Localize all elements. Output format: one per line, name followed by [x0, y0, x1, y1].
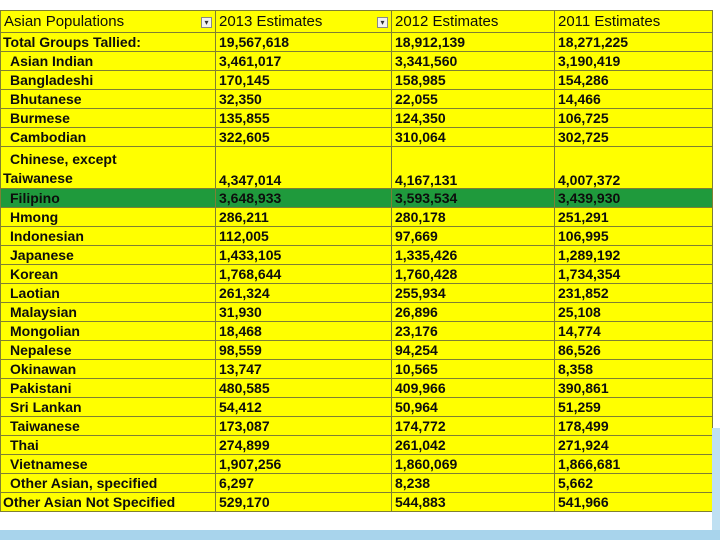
table-row	[1, 71, 713, 90]
cell-2011: 86,526	[555, 341, 713, 360]
cell-2012: 280,178	[392, 208, 555, 227]
cell-2013: 1,907,256	[216, 455, 392, 474]
row-label: Nepalese	[1, 341, 216, 360]
table-row	[1, 109, 713, 128]
row-label: Vietnamese	[1, 455, 216, 474]
table-row	[1, 303, 713, 322]
cell-2012: 158,985	[392, 71, 555, 90]
cell-2013: 3,461,017	[216, 52, 392, 71]
cell-2011: 1,289,192	[555, 246, 713, 265]
cell-2013: 322,605	[216, 128, 392, 147]
cell-2012: 544,883	[392, 493, 555, 512]
table-row	[1, 52, 713, 71]
row-label: Korean	[1, 265, 216, 284]
cell-2012: 261,042	[392, 436, 555, 455]
cell-2011: 3,190,419	[555, 52, 713, 71]
header-asian-populations	[1, 11, 216, 33]
table-row-chinese	[1, 147, 713, 189]
cell-2011: 51,259	[555, 398, 713, 417]
filter-dropdown-icon[interactable]: ▾	[201, 17, 212, 28]
table-row	[1, 284, 713, 303]
cell-2012: 4,167,131	[392, 147, 555, 189]
cell-2012: 3,341,560	[392, 52, 555, 71]
table-row	[1, 208, 713, 227]
row-label: Other Asian, specified	[1, 474, 216, 493]
cell-2011: 1,866,681	[555, 455, 713, 474]
cell-2011: 541,966	[555, 493, 713, 512]
cell-2013: 18,468	[216, 322, 392, 341]
cell-2011: 106,995	[555, 227, 713, 246]
cell-2012: 26,896	[392, 303, 555, 322]
cell-2011: 5,662	[555, 474, 713, 493]
row-label: Sri Lankan	[1, 398, 216, 417]
filter-dropdown-icon[interactable]: ▾	[377, 17, 388, 28]
table-row-highlighted	[1, 189, 713, 208]
cell-2011: 390,861	[555, 379, 713, 398]
row-label: Total Groups Tallied:	[1, 33, 216, 52]
table-row	[1, 436, 713, 455]
cell-2013: 286,211	[216, 208, 392, 227]
cell-2011: 14,774	[555, 322, 713, 341]
cell-2011: 1,734,354	[555, 265, 713, 284]
row-label: Indonesian	[1, 227, 216, 246]
cell-2013: 274,899	[216, 436, 392, 455]
table-row	[1, 455, 713, 474]
cell-2013: 529,170	[216, 493, 392, 512]
cell-2013: 6,297	[216, 474, 392, 493]
table-row	[1, 227, 713, 246]
cell-2012: 8,238	[392, 474, 555, 493]
cell-2013: 1,433,105	[216, 246, 392, 265]
cell-2011: 4,007,372	[555, 147, 713, 189]
row-label: Mongolian	[1, 322, 216, 341]
cell-2012: 1,860,069	[392, 455, 555, 474]
cell-2011: 178,499	[555, 417, 713, 436]
cell-2013: 19,567,618	[216, 33, 392, 52]
header-2012-estimates: 2012 Estimates	[392, 11, 555, 33]
cell-2011: 154,286	[555, 71, 713, 90]
row-label: Taiwanese	[1, 417, 216, 436]
cell-2013: 112,005	[216, 227, 392, 246]
table-row	[1, 90, 713, 109]
cell-2012: 97,669	[392, 227, 555, 246]
cell-2011: 231,852	[555, 284, 713, 303]
cell-2012: 1,335,426	[392, 246, 555, 265]
header-label: Asian Populations	[4, 13, 125, 30]
cell-2012: 124,350	[392, 109, 555, 128]
cell-2011: 18,271,225	[555, 33, 713, 52]
row-label	[1, 147, 216, 189]
asian-populations-table	[0, 10, 713, 512]
slide-frame-side	[712, 428, 720, 540]
row-label: Pakistani	[1, 379, 216, 398]
cell-2013: 31,930	[216, 303, 392, 322]
cell-2011: 271,924	[555, 436, 713, 455]
table-row	[1, 246, 713, 265]
row-label-line1: Chinese, except	[10, 151, 117, 167]
row-label: Asian Indian	[1, 52, 216, 71]
cell-2013: 480,585	[216, 379, 392, 398]
cell-2012: 310,064	[392, 128, 555, 147]
cell-2013: 173,087	[216, 417, 392, 436]
table-row	[1, 265, 713, 284]
cell-2013: 32,350	[216, 90, 392, 109]
cell-2013: 4,347,014	[216, 147, 392, 189]
table-row	[1, 379, 713, 398]
table-row	[1, 322, 713, 341]
header-2011-estimates: 2011 Estimates	[555, 11, 713, 33]
cell-2012: 50,964	[392, 398, 555, 417]
cell-2013: 135,855	[216, 109, 392, 128]
cell-2013: 13,747	[216, 360, 392, 379]
row-label: Other Asian Not Specified	[1, 493, 216, 512]
row-label: Bhutanese	[1, 90, 216, 109]
cell-2011: 3,439,930	[555, 189, 713, 208]
cell-2012: 409,966	[392, 379, 555, 398]
cell-2013: 3,648,933	[216, 189, 392, 208]
table-row	[1, 417, 713, 436]
header-2013-estimates	[216, 11, 392, 33]
row-label: Bangladeshi	[1, 71, 216, 90]
table-row-total	[1, 33, 713, 52]
cell-2012: 22,055	[392, 90, 555, 109]
cell-2013: 54,412	[216, 398, 392, 417]
cell-2011: 14,466	[555, 90, 713, 109]
row-label: Hmong	[1, 208, 216, 227]
cell-2013: 98,559	[216, 341, 392, 360]
cell-2012: 94,254	[392, 341, 555, 360]
cell-2012: 3,593,534	[392, 189, 555, 208]
cell-2013: 170,145	[216, 71, 392, 90]
table-row	[1, 360, 713, 379]
row-label: Malaysian	[1, 303, 216, 322]
table-row	[1, 398, 713, 417]
row-label: Okinawan	[1, 360, 216, 379]
cell-2012: 18,912,139	[392, 33, 555, 52]
row-label: Japanese	[1, 246, 216, 265]
cell-2012: 10,565	[392, 360, 555, 379]
table-row	[1, 341, 713, 360]
row-label: Filipino	[1, 189, 216, 208]
row-label: Laotian	[1, 284, 216, 303]
header-row	[1, 11, 713, 33]
cell-2012: 1,760,428	[392, 265, 555, 284]
table-row	[1, 474, 713, 493]
cell-2011: 25,108	[555, 303, 713, 322]
cell-2013: 1,768,644	[216, 265, 392, 284]
cell-2012: 255,934	[392, 284, 555, 303]
cell-2011: 302,725	[555, 128, 713, 147]
cell-2012: 174,772	[392, 417, 555, 436]
cell-2013: 261,324	[216, 284, 392, 303]
cell-2012: 23,176	[392, 322, 555, 341]
row-label-line2: Taiwanese	[3, 170, 73, 186]
table-row	[1, 128, 713, 147]
header-label: 2013 Estimates	[219, 13, 323, 30]
cell-2011: 106,725	[555, 109, 713, 128]
cell-2011: 8,358	[555, 360, 713, 379]
row-label: Burmese	[1, 109, 216, 128]
table-row-last	[1, 493, 713, 512]
row-label: Thai	[1, 436, 216, 455]
cell-2011: 251,291	[555, 208, 713, 227]
row-label: Cambodian	[1, 128, 216, 147]
slide-frame-bottom	[0, 530, 720, 540]
